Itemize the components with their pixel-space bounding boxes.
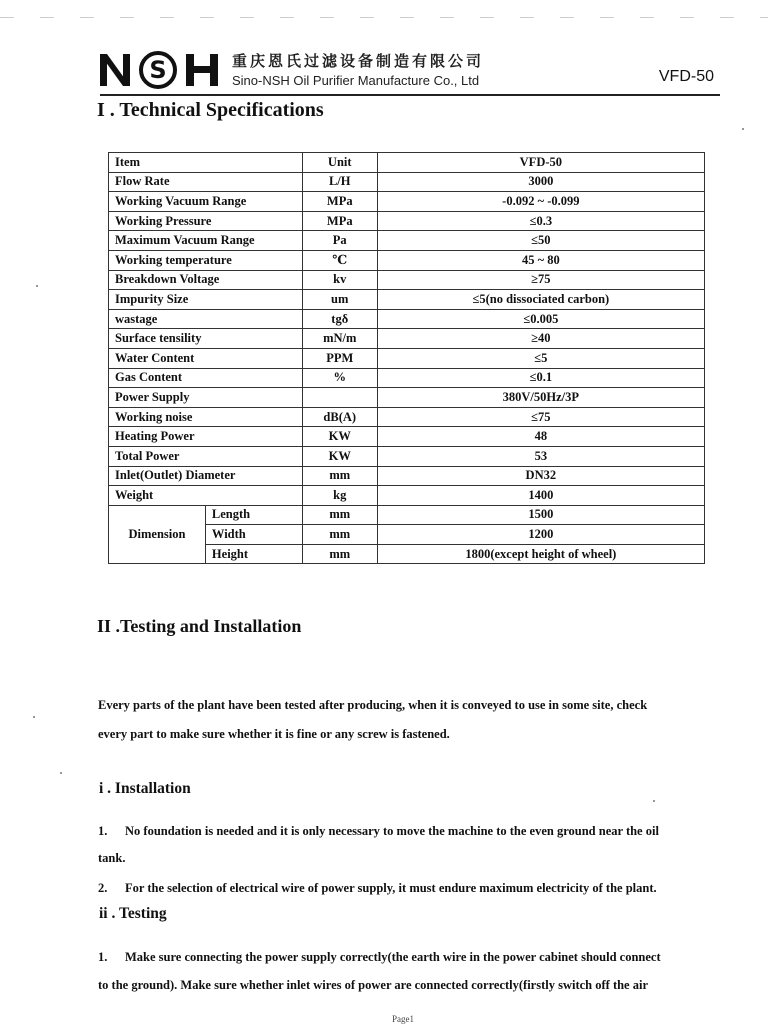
table-row-dimension-length <box>109 505 705 525</box>
intro-paragraph-line-1: Every parts of the plant have been tested after producing, when it is conveyed to use in some site, check <box>98 698 648 712</box>
spec-value: ≤5 <box>377 348 704 368</box>
spec-item: Breakdown Voltage <box>109 270 303 290</box>
spec-unit: KW <box>302 427 377 447</box>
spec-value: 48 <box>377 427 704 447</box>
section-title-testing-installation: II .Testing and Installation <box>97 616 302 636</box>
company-name-english: Sino-NSH Oil Purifier Manufacture Co., Ltd <box>232 73 480 88</box>
spec-value: 1200 <box>377 525 704 545</box>
spec-unit: % <box>302 368 377 388</box>
table-row <box>109 231 705 251</box>
scan-speck <box>60 772 62 774</box>
spec-item: Gas Content <box>109 368 303 388</box>
table-row <box>109 427 705 447</box>
spec-unit: mm <box>302 544 377 564</box>
spec-unit: L/H <box>302 172 377 192</box>
spec-unit: Pa <box>302 231 377 251</box>
subsection-title-testing: ii . Testing <box>99 905 167 922</box>
spec-value: 3000 <box>377 172 704 192</box>
table-row <box>109 172 705 192</box>
table-row <box>109 329 705 349</box>
table-header-row <box>109 153 705 173</box>
scan-speck <box>36 285 38 287</box>
spec-value: 1800(except height of wheel) <box>377 544 704 564</box>
spec-item: Working temperature <box>109 250 303 270</box>
spec-item: wastage <box>109 309 303 329</box>
table-row <box>109 407 705 427</box>
spec-item: Total Power <box>109 446 303 466</box>
header-item: Item <box>109 153 303 173</box>
spec-item: Power Supply <box>109 388 303 408</box>
spec-value: ≤75 <box>377 407 704 427</box>
dimension-sub-item: Width <box>205 525 302 545</box>
spec-item: Working Pressure <box>109 211 303 231</box>
spec-unit: mm <box>302 505 377 525</box>
spec-value: 380V/50Hz/3P <box>377 388 704 408</box>
spec-unit: kg <box>302 486 377 506</box>
spec-value: ≤0.005 <box>377 309 704 329</box>
item-text: For the selection of electrical wire of power supply, it must endure maximum electricity of the plant. <box>125 881 657 895</box>
table-row <box>109 192 705 212</box>
company-name-chinese: 重庆恩氏过滤设备制造有限公司 <box>232 52 485 70</box>
spec-item: Impurity Size <box>109 290 303 310</box>
spec-item: Maximum Vacuum Range <box>109 231 303 251</box>
spec-item: Working Vacuum Range <box>109 192 303 212</box>
spec-item: Water Content <box>109 348 303 368</box>
spec-item: Working noise <box>109 407 303 427</box>
spec-value: ≤0.1 <box>377 368 704 388</box>
specifications-table <box>108 152 705 564</box>
spec-unit: dB(A) <box>302 407 377 427</box>
table-row <box>109 348 705 368</box>
dimension-sub-item: Length <box>205 505 302 525</box>
table-row <box>109 388 705 408</box>
spec-value: 53 <box>377 446 704 466</box>
table-row <box>109 250 705 270</box>
item-text: Make sure connecting the power supply correctly(the earth wire in the power cabinet should connect <box>125 950 661 964</box>
spec-unit: mm <box>302 466 377 486</box>
spec-value: ≥40 <box>377 329 704 349</box>
spec-value: ≤0.3 <box>377 211 704 231</box>
spec-unit: KW <box>302 446 377 466</box>
spec-item: Inlet(Outlet) Diameter <box>109 466 303 486</box>
scan-speck <box>742 128 744 130</box>
spec-value: 1500 <box>377 505 704 525</box>
spec-value: 45 ~ 80 <box>377 250 704 270</box>
table-row <box>109 486 705 506</box>
section-title-technical-specifications: I . Technical Specifications <box>97 99 324 121</box>
spec-unit: PPM <box>302 348 377 368</box>
table-row <box>109 368 705 388</box>
item-number: 1. <box>98 824 108 838</box>
installation-item-1-continued: tank. <box>98 851 126 865</box>
spec-unit: MPa <box>302 211 377 231</box>
spec-unit: ℃ <box>302 250 377 270</box>
svg-text:S: S <box>149 56 167 84</box>
table-row <box>109 309 705 329</box>
scan-speck <box>653 800 655 802</box>
spec-value: ≥75 <box>377 270 704 290</box>
table-row <box>109 466 705 486</box>
spec-unit: MPa <box>302 192 377 212</box>
scan-speck <box>33 716 35 718</box>
item-text: No foundation is needed and it is only necessary to move the machine to the even ground near the oil <box>125 824 659 838</box>
model-number: VFD-50 <box>658 68 714 85</box>
item-number: 1. <box>98 950 108 964</box>
header-value: VFD-50 <box>377 153 704 173</box>
dimension-sub-item: Height <box>205 544 302 564</box>
spec-value: ≤5(no dissociated carbon) <box>377 290 704 310</box>
spec-item: Weight <box>109 486 303 506</box>
spec-unit: um <box>302 290 377 310</box>
spec-value: DN32 <box>377 466 704 486</box>
spec-unit <box>302 388 377 408</box>
spec-item: Heating Power <box>109 427 303 447</box>
spec-unit: mN/m <box>302 329 377 349</box>
scan-artifact-line <box>0 17 768 18</box>
installation-item-2 <box>98 881 718 896</box>
company-name <box>232 50 484 88</box>
spec-item: Surface tensility <box>109 329 303 349</box>
table-row <box>109 270 705 290</box>
spec-value: -0.092 ~ -0.099 <box>377 192 704 212</box>
table-row <box>109 211 705 231</box>
spec-unit: mm <box>302 525 377 545</box>
spec-value: 1400 <box>377 486 704 506</box>
spec-unit: kv <box>302 270 377 290</box>
table-row <box>109 446 705 466</box>
intro-paragraph-line-2: every part to make sure whether it is fine or any screw is fastened. <box>98 727 450 741</box>
subsection-title-installation: i . Installation <box>99 780 191 797</box>
item-number: 2. <box>98 881 108 895</box>
table-row <box>109 290 705 310</box>
letterhead <box>100 48 720 94</box>
spec-item: Flow Rate <box>109 172 303 192</box>
spec-value: ≤50 <box>377 231 704 251</box>
nsh-logo <box>100 51 222 89</box>
header-unit: Unit <box>302 153 377 173</box>
page-number: Page1 <box>392 1014 414 1024</box>
spec-unit: tgδ <box>302 309 377 329</box>
dimension-label: Dimension <box>109 505 206 564</box>
installation-item-1 <box>98 824 718 839</box>
testing-item-1 <box>98 950 718 965</box>
header-divider <box>100 94 720 96</box>
testing-item-1-continued: to the ground). Make sure whether inlet wires of power are connected correctly(firstly switch off the air <box>98 978 649 992</box>
